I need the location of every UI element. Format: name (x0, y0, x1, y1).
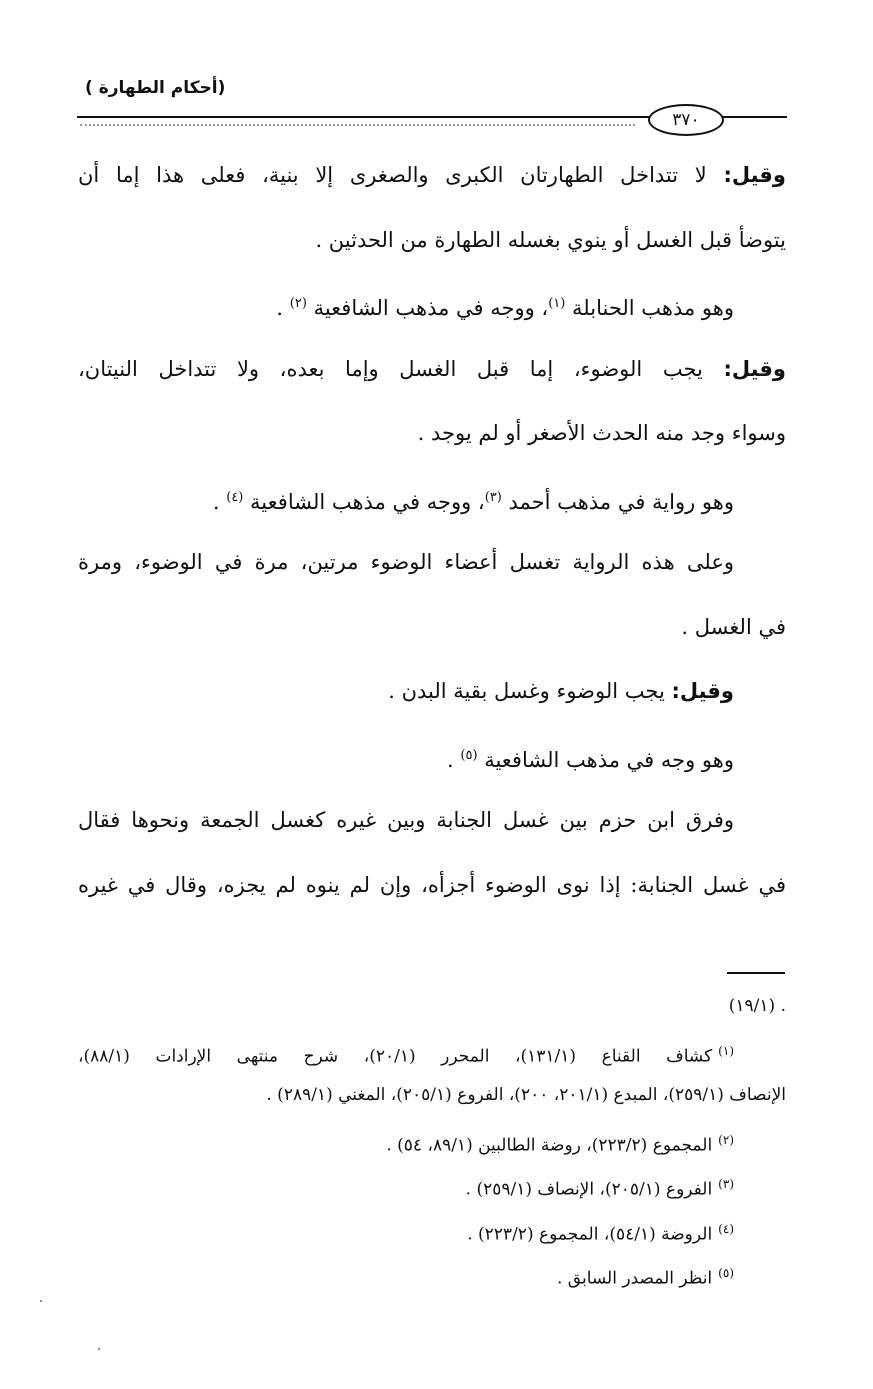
paragraph-text: يجب الوضوء وغسل بقية البدن . (388, 679, 672, 703)
paragraph-text: ، ووجه في مذهب الشافعية (306, 296, 549, 320)
footnotes (78, 988, 786, 1300)
footnote-4 (78, 1211, 786, 1256)
paragraph-text: وهو وجه في مذهب الشافعية (477, 747, 734, 772)
paragraph-text: . (212, 489, 227, 514)
footnote-5 (78, 1255, 786, 1300)
paragraph-7 (78, 731, 786, 796)
footnote-ref-5: (٥) (460, 747, 478, 763)
footnote-text: الفروع (٢٠٥/١)، الإنصاف (٢٥٩/١) . (465, 1179, 713, 1200)
footnote-2 (78, 1122, 786, 1167)
paragraph-1-line-1 (78, 150, 786, 215)
paragraph-text: ، ووجه في مذهب الشافعية (243, 489, 485, 514)
footnote-number: (٢) (718, 1132, 734, 1147)
footnote-3 (78, 1166, 786, 1211)
paragraph-8-line-1: وفرق ابن حزم بين غسل الجنابة وبين غيره كغسل الجمعة ونحوها فقال (78, 808, 734, 832)
page-number-oval: ٣٧٠ (648, 104, 724, 136)
paragraph-5-line-2: في الغسل . (681, 614, 786, 639)
footnote-1-line-1 (78, 1033, 786, 1078)
paragraph-3-line-1 (78, 344, 786, 409)
paragraph-text: . (276, 296, 290, 320)
footnote-text: المجموع (٢٢٣/٢)، روضة الطالبين (٨٩/١، ٥٤) . (386, 1135, 713, 1156)
footnote-text: الروضة (٥٤/١)، المجموع (٢٢٣/٢) . (467, 1224, 713, 1245)
footnote-number: (١) (718, 1043, 734, 1058)
paragraph-text: يجب الوضوء، إما قبل الغسل وإما بعده، ولا تتداخل النيتان، (78, 356, 724, 381)
main-text (78, 150, 786, 924)
footnote-ref-1: (١) (548, 296, 566, 311)
footnote-number: (٣) (718, 1177, 734, 1191)
footnote-number: (٤) (718, 1221, 734, 1236)
footnote-continuation: . (١٩/١) (728, 996, 786, 1016)
keyword-qila: وقيل: (671, 679, 734, 703)
footnote-ref-2: (٢) (289, 296, 307, 311)
paragraph-text: وهو مذهب الحنابلة (565, 296, 734, 320)
footnote-number: (٥) (718, 1266, 734, 1280)
paragraph-4 (78, 473, 786, 538)
footnote-ref-4: (٤) (226, 489, 244, 505)
keyword-qila: وقيل: (723, 356, 786, 381)
paragraph-text: وهو رواية في مذهب أحمد (501, 489, 734, 514)
footnote-1-line-2: الإنصاف (٢٥٩/١)، المبدع (٢٠١/١، ٢٠٠)، الفروع (٢٠٥/١)، المغني (٢٨٩/١) . (266, 1085, 786, 1105)
keyword-qila: وقيل: (723, 163, 786, 187)
scan-speck (98, 1348, 100, 1350)
scan-speck (40, 1300, 42, 1302)
paragraph-1-line-2: يتوضأ قبل الغسل أو ينوي بغسله الطهارة من الحدثين . (315, 227, 786, 252)
paragraph-text: لا تتداخل الطهارتان الكبرى والصغرى إلا بنية، فعلى هذا إما أن (78, 163, 724, 187)
footnote-ref-3: (٣) (484, 489, 502, 505)
paragraph-text: . (447, 747, 461, 772)
paragraph-8-line-2: في غسل الجنابة: إذا نوى الوضوء أجزأه، وإن لم ينوه لم يجزه، وقال في غيره (78, 872, 786, 897)
footnote-separator (727, 972, 785, 974)
running-header-title: (أحكام الطهارة ) (85, 78, 226, 98)
header-dotted-rule (80, 124, 635, 126)
paragraph-2 (78, 279, 786, 344)
paragraph-6 (78, 666, 786, 731)
footnote-text: كشاف القناع (١٣١/١)، المحرر (٢٠/١)، شرح منتهى الإرادات (٨٨/١)، (78, 1046, 713, 1067)
paragraph-3-line-2: وسواء وجد منه الحدث الأصغر أو لم يوجد . (417, 421, 786, 445)
footnote-text: انظر المصدر السابق . (557, 1268, 713, 1289)
paragraph-5-line-1: وعلى هذه الرواية تغسل أعضاء الوضوء مرتين، مرة في الوضوء، ومرة (78, 550, 734, 574)
